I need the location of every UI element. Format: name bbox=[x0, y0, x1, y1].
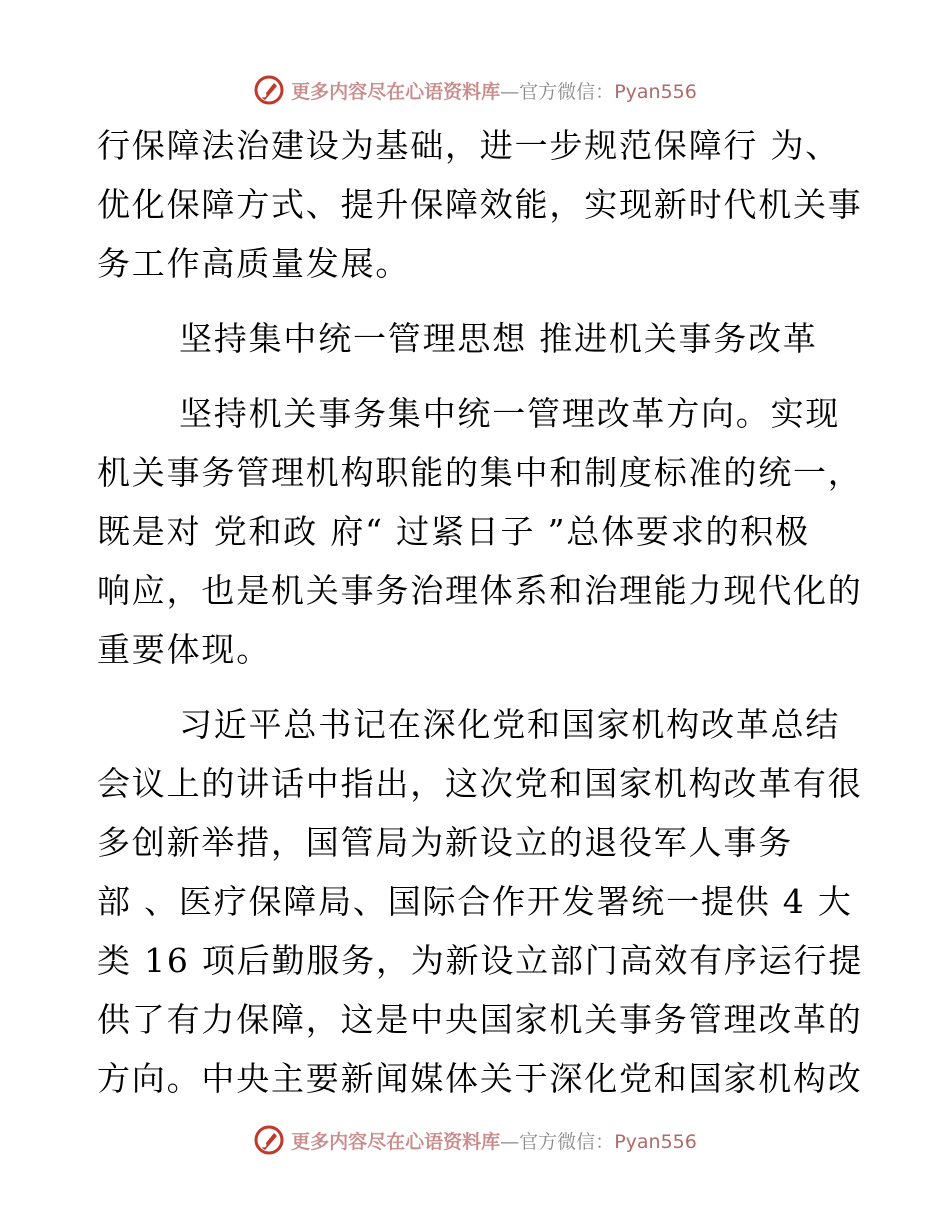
watermark-label: —官方微信： bbox=[500, 80, 615, 103]
watermark-text bbox=[291, 77, 697, 104]
pen-logo-icon bbox=[253, 1124, 285, 1156]
section-heading: 坚持集中统一管理思想 推进机关事务改革 bbox=[179, 319, 818, 358]
text-line: 方向。中央主要新闻媒体关于深化党和国家机构改 bbox=[97, 1059, 863, 1098]
text-line: 习近平总书记在深化党和国家机构改革总结 bbox=[179, 705, 841, 744]
watermark-text bbox=[291, 1127, 697, 1154]
text-line: 会议上的讲话中指出，这次党和国家机构改革有很 bbox=[97, 764, 863, 803]
text-line: 优化保障方式、提升保障效能，实现新时代机关事 bbox=[97, 185, 863, 224]
text-line: 供了有力保障，这是中央国家机关事务管理改革的 bbox=[97, 1000, 863, 1039]
watermark-banner-top bbox=[0, 70, 950, 110]
watermark-banner-bottom bbox=[0, 1120, 950, 1160]
text-line: 行保障法治建设为基础，进一步规范保障行 为、 bbox=[97, 126, 841, 165]
text-line: 重要体现。 bbox=[97, 630, 271, 669]
text-line: 多创新举措，国管局为新设立的退役军人事务 bbox=[97, 823, 793, 862]
text-line: 响应，也是机关事务治理体系和治理能力现代化的 bbox=[97, 571, 863, 610]
text-line: 部 、医疗保障局、国际合作开发署统一提供 4 大 bbox=[97, 882, 853, 921]
watermark-brand: 更多内容尽在心语资料库 bbox=[291, 80, 501, 103]
text-line: 务工作高质量发展。 bbox=[97, 244, 411, 283]
watermark-wechat-id: Pyan556 bbox=[614, 1130, 697, 1153]
document-body bbox=[97, 116, 864, 1108]
text-line: 坚持机关事务集中统一管理改革方向。实现 bbox=[179, 394, 841, 433]
watermark-brand: 更多内容尽在心语资料库 bbox=[291, 1130, 501, 1153]
watermark-label: —官方微信： bbox=[500, 1130, 615, 1153]
text-line: 机关事务管理机构职能的集中和制度标准的统一， bbox=[97, 453, 863, 492]
text-line: 既是对 党和政 府“ 过紧日子 ”总体要求的积极 bbox=[97, 512, 810, 551]
pen-logo-icon bbox=[253, 74, 285, 106]
watermark-wechat-id: Pyan556 bbox=[614, 80, 697, 103]
text-line: 类 16 项后勤服务，为新设立部门高效有序运行提 bbox=[97, 941, 864, 980]
